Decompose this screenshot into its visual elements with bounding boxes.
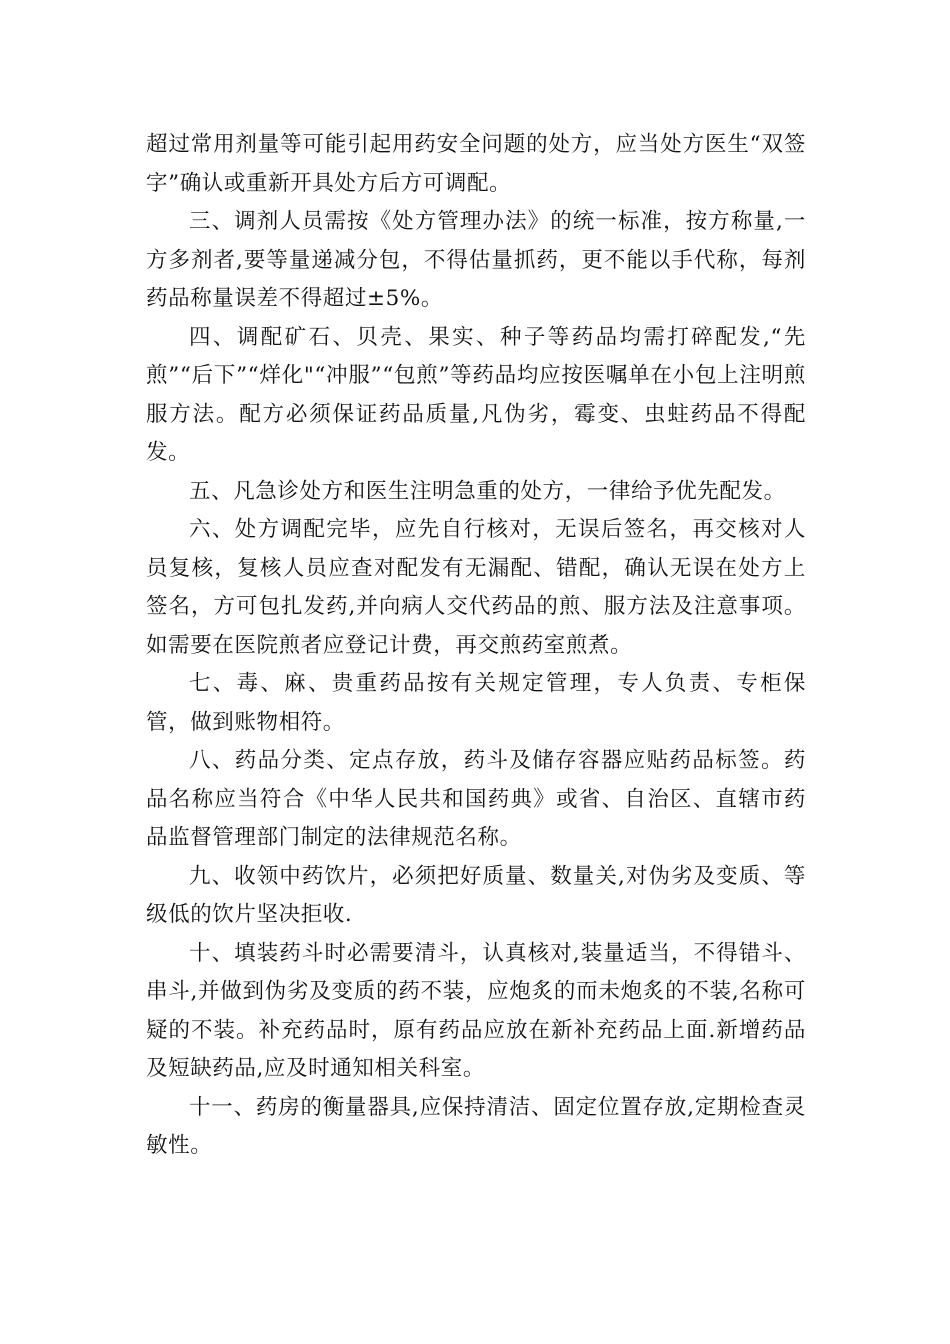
document-body — [146, 126, 806, 1166]
paragraph-item-10: 十、填装药斗时必需要清斗，认真核对,装量适当，不得错斗、串斗,并做到伪劣及变质的药不装，应炮炙的而未炮炙的不装,名称可疑的不装。补充药品时，原有药品应放在新补充药品上面.新增药品及短缺药品,应及时通知相关科室。 — [146, 940, 806, 1081]
paragraph-item-4: 四、调配矿石、贝壳、果实、种子等药品均需打碎配发,“先煎”“后下”“烊化"“冲服”“包煎”等药品均应按医嘱单在小包上注明煎服方法。配方必须保证药品质量,凡伪劣，霉变、虫蛀药品不得配发。 — [146, 324, 806, 465]
paragraph-item-6: 六、处方调配完毕，应先自行核对，无误后签名，再交核对人员复核，复核人员应查对配发有无漏配、错配，确认无误在处方上签名，方可包扎发药,并向病人交代药品的煎、服方法及注意事项。如需要在医院煎者应登记计费，再交煎药室煎煮。 — [146, 517, 806, 658]
paragraph-item-5: 五、凡急诊处方和医生注明急重的处方，一律给予优先配发。 — [189, 478, 786, 504]
paragraph-item-9: 九、收领中药饮片，必须把好质量、数量关,对伪劣及变质、等级低的饮片坚决拒收. — [146, 863, 806, 927]
paragraph-item-7: 七、毒、麻、贵重药品按有关规定管理，专人负责、专柜保管，做到账物相符。 — [146, 671, 806, 735]
paragraph-continuation: 超过常用剂量等可能引起用药安全问题的处方，应当处方医生“双签字”确认或重新开具处方后方可调配。 — [146, 132, 806, 196]
paragraph-item-3: 三、调剂人员需按《处方管理办法》的统一标准，按方称量,一方多剂者,要等量递减分包，不得估量抓药，更不能以手代称，每剂药品称量误差不得超过±5%。 — [146, 209, 806, 311]
paragraph-item-8: 八、药品分类、定点存放，药斗及储存容器应贴药品标签。药品名称应当符合《中华人民共和国药典》或省、自治区、直辖市药品监督管理部门制定的法律规范名称。 — [146, 748, 806, 850]
paragraph-item-11: 十一、药房的衡量器具,应保持清洁、固定位置存放,定期检查灵敏性。 — [146, 1094, 806, 1158]
